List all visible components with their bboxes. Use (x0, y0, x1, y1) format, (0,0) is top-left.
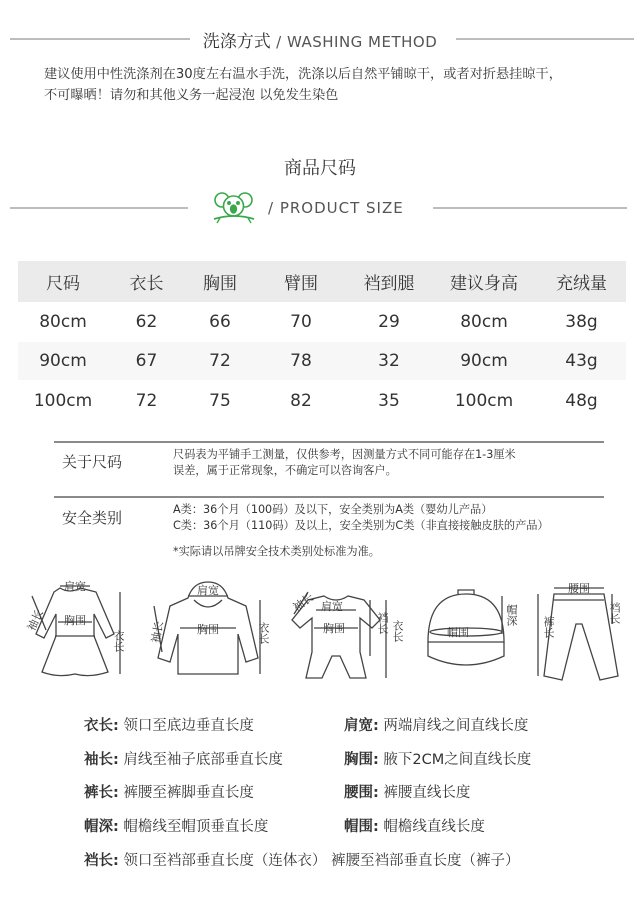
romper-sleeve-label: 袖长 (290, 590, 317, 615)
definition-item (84, 714, 254, 735)
definition-term: 袖长: (84, 752, 119, 768)
about-size-label: 关于尺码 (62, 453, 123, 471)
pants-length-label: 裤长 (542, 616, 555, 638)
size-table-header (18, 261, 626, 302)
table-cell: 35 (378, 391, 400, 411)
header-height: 建议身高 (431, 261, 537, 302)
size-divider-left (10, 207, 188, 209)
size-divider-right (433, 207, 627, 209)
definition-desc: 帽檐线至帽顶垂直长度 (123, 819, 269, 835)
jacket-sleeve-label: 袖长 (149, 620, 166, 645)
about-size-line-2: 误差，属于正常现象，不确定可以咨询客户。 (173, 464, 397, 477)
definition-term: 裤长: (84, 785, 119, 801)
definition-desc: 领口至底边垂直长度 (123, 718, 254, 734)
definition-desc: 两端肩线之间直线长度 (383, 718, 529, 734)
header-size: 尺码 (18, 261, 108, 302)
pants-waist-label: 腰围 (568, 582, 590, 595)
jacket-length-label: 衣长 (257, 622, 270, 644)
header-fill: 充绒量 (537, 261, 626, 302)
table-cell: 90cm (18, 342, 108, 380)
romper-shoulder-label: 肩宽 (321, 600, 343, 613)
washing-title (0, 27, 640, 52)
safety-text (173, 502, 549, 534)
jacket-chest-label: 胸围 (197, 623, 219, 636)
dress-length-label: 衣长 (112, 630, 125, 652)
safety-line-2: C类：36个月（110码）及以上，安全类别为C类（非直接接触皮肤的产品） (173, 519, 549, 532)
washing-title-cn: 洗涤方式 (202, 32, 271, 52)
size-title-en: / PRODUCT SIZE (268, 199, 404, 217)
table-cell: 38g (565, 312, 598, 332)
table-cell: 66 (209, 312, 231, 332)
table-cell: 90cm (431, 342, 537, 380)
dress-chest-label: 胸围 (64, 614, 86, 627)
definition-item (344, 714, 528, 735)
definition-item (84, 849, 520, 870)
washing-title-en: / WASHING METHOD (276, 33, 438, 51)
washing-line-1: 建议使用中性洗涤剂在30度左右温水手洗，洗涤以后自然平铺晾干，或者对折悬挂晾干， (44, 67, 562, 82)
table-cell: 78 (255, 342, 347, 380)
about-size-text (173, 447, 516, 479)
definition-term: 胸围: (344, 752, 379, 768)
safety-divider (54, 496, 604, 498)
definition-term: 帽深: (84, 819, 119, 835)
table-row (18, 342, 626, 380)
header-crotch: 裆到腿 (347, 261, 431, 302)
definition-desc: 肩线至袖子底部垂直长度 (123, 752, 283, 768)
definition-term: 腰围: (344, 785, 379, 801)
header-chest: 胸围 (185, 261, 255, 302)
about-size-line-1: 尺码表为平铺手工测量，仅供参考，因测量方式不同可能存在1-3厘米 (173, 448, 516, 461)
header-length: 衣长 (108, 261, 185, 302)
definition-item (84, 748, 283, 769)
romper-crotch-label: 裆长 (376, 612, 389, 634)
washing-line-2: 不可曝晒！请勿和其他义务一起浸泡 以免发生染色 (44, 88, 339, 103)
table-cell: 100cm (454, 391, 514, 411)
table-cell: 29 (378, 312, 400, 332)
definition-desc: 腋下2CM之间直线长度 (383, 752, 532, 768)
table-cell: 80cm (460, 312, 508, 332)
header-arm: 臂围 (255, 261, 347, 302)
table-cell: 80cm (39, 312, 87, 332)
koala-logo-icon (212, 189, 256, 225)
size-title: 商品尺码 (284, 158, 356, 179)
hat-depth-label: 帽深 (505, 604, 518, 626)
table-cell: 48g (565, 391, 598, 411)
table-cell: 62 (135, 312, 158, 332)
table-cell: 75 (209, 391, 231, 411)
romper-chest-label: 胸围 (323, 622, 345, 635)
definition-item (344, 748, 531, 769)
size-table (18, 261, 626, 422)
table-cell: 72 (185, 342, 255, 380)
table-cell: 43g (537, 342, 626, 380)
pants-crotch-label: 裆长 (608, 602, 621, 624)
table-cell: 100cm (33, 391, 93, 411)
definition-desc: 裤腰至裤脚垂直长度 (123, 785, 254, 801)
definition-desc: 裤腰直线长度 (383, 785, 471, 801)
safety-line-1: A类：36个月（100码）及以下，安全类别为A类（婴幼儿产品） (173, 503, 493, 516)
table-cell: 72 (135, 391, 158, 411)
jacket-shoulder-label: 肩宽 (197, 584, 219, 597)
washing-instructions (44, 64, 634, 106)
safety-note: *实际请以吊牌安全技术类别处标准为准。 (173, 545, 380, 558)
romper-length-label: 衣长 (391, 620, 404, 642)
definition-item (344, 815, 485, 836)
definition-term: 帽围: (344, 819, 379, 835)
safety-label: 安全类别 (62, 509, 123, 527)
table-cell: 67 (108, 342, 185, 380)
definition-term: 衣长: (84, 718, 119, 734)
table-row (18, 380, 626, 422)
dress-sleeve-label: 袖长 (24, 607, 46, 633)
table-cell: 70 (290, 312, 312, 332)
definition-desc: 领口至裆部垂直长度（连体衣） 裤腰至裆部垂直长度（裤子） (123, 853, 520, 869)
table-cell: 32 (347, 342, 431, 380)
dress-shoulder-label: 肩宽 (64, 580, 86, 593)
table-cell: 82 (290, 391, 312, 411)
hat-circ-label: 帽围 (447, 626, 469, 639)
about-divider (54, 441, 604, 443)
definition-term: 肩宽: (344, 718, 379, 734)
definition-item (344, 781, 470, 802)
definition-term: 裆长: (84, 853, 119, 869)
definition-item (84, 781, 254, 802)
definition-desc: 帽檐线直线长度 (383, 819, 485, 835)
table-row (18, 302, 626, 342)
definition-item (84, 815, 268, 836)
